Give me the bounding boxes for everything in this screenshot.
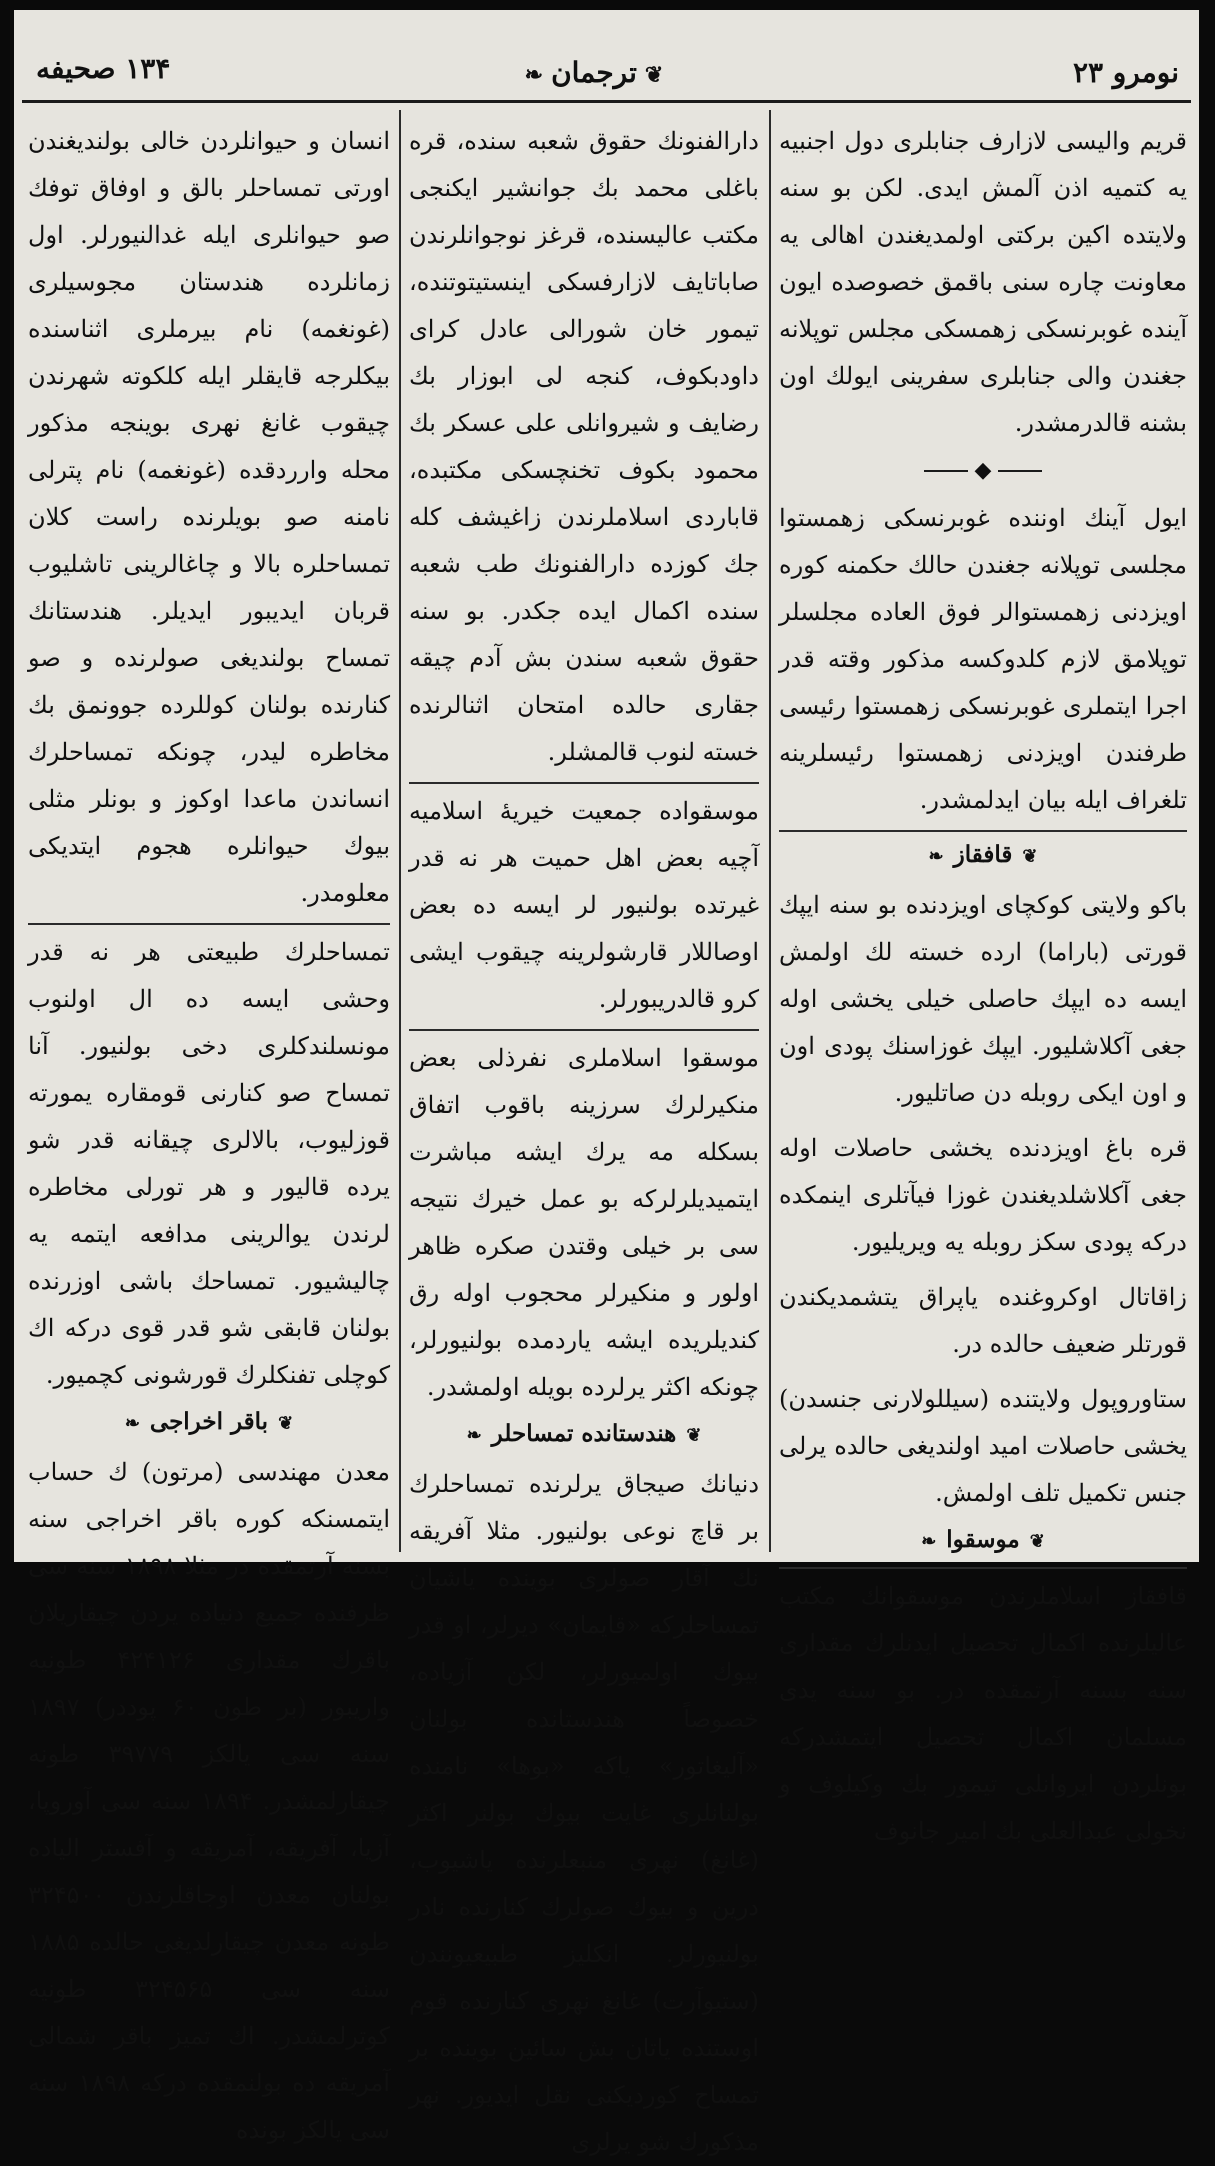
ornament-icon: ❧ xyxy=(466,1425,482,1446)
paragraph: زاقاتال اوکروغنده یاپراق یتشمدیکندن قورتلر ضعیف حالده در. xyxy=(779,1283,1187,1358)
column-divider xyxy=(769,110,771,1552)
ornament-icon: ❦ xyxy=(278,1413,294,1434)
paragraph: قریم والیسی لازارف جنابلری دول اجنبیه یه کتمیه اذن آلمش ایدی. لکن بو سنه ولایتده اکین برکتی اولمدیغندن اهالی یه معاونت چاره سنی باقمق خصوصده ایون آینده غوبرنسکی زهمسکی مجلس توپلانه جغندن والی جنابلری سفرینی ایولك اون بشنه قالدرمشدر. xyxy=(779,127,1187,437)
column-left xyxy=(28,118,390,2144)
paragraph: قافقاز اسلاملرندن موسقوانك مکتب عالیلرنده اکمال تحصیل ایدنلرك مقداری سنه بسنه آرتمقده در. بو سنه یدی مسلمان اکمال تحصیل ایتمشدرکه بونلردن ایروانلی تیمور بك وکیلوف و نخولی عبدالعلی بك امیر جانوف xyxy=(779,1582,1187,1845)
rule xyxy=(409,782,759,784)
paragraph: باکو ولایتی کوکچای اویزدنده بو سنه ایپك قورتی (باراما) ارده خسته لك اولمش ایسه ده ایپك حاصلی خیلی یخشی اوله جغی آکلاشلیور. ایپك غوزاسنك پودی اون و اون ایکی روبله دن صاتلیور. xyxy=(779,891,1187,1107)
paragraph: موسقواده جمعیت خیریهٔ اسلامیه آچیه بعض اهل حمیت هر نه قدر غیرتده بولنیور لر ایسه ده بعض اوصاللار قارشولرینه چیقوب ایشی کرو قالدریبورلر. xyxy=(409,797,759,1013)
paragraph: انسان و حیوانلردن خالی بولندیغندن اورتی تمساحلر بالق و اوفاق توفك صو حیوانلری ایله غدالنیورلر. اول زمانلرده هندستان مجوسیلری (غونغمه) نام بیرملری اثناسنده بیکلرجه قایقلر ایله کلکوته شهرندن چیقوب غانغ نهری بوینجه مذکور محله وارردقده (غونغمه) نام پترلی نامنه صو بویلرنده راست کلان تمساحلره بالا و چاغالرینی تاشلیوب قربان ایدیبور ایدیلر. هندستانك تمساح بولندیغی صولرنده و صو کنارنده بولنان کوللرده جوونمق بك مخاطره لیدر، چونکه تمساحلرك انساندن ماعدا اوکوز و بونلر مثلی بیوك حیوانلره هجوم ایتدیکی معلومدر. xyxy=(28,127,390,907)
paragraph: ایول آینك اوننده غوبرنسکی زهمستوا مجلسی توپلانه جغندن حالك حکمنه کوره اویزدنی زهمستوالر فوق العاده مجلسلر توپلامق لازم کلدوکسه مذکور وقته قدر اجرا ایتملری غوبرنسکی زهمستوا رئیسی طرفندن اویزدنی زهمستوا رئیسلرینه تلغراف ایله بیان ایدلمشدر. xyxy=(779,504,1187,814)
ornament-icon: ❧ xyxy=(124,1413,140,1434)
ornament-icon: ❧ xyxy=(928,846,944,867)
ornament-icon: ❦ xyxy=(686,1425,702,1446)
ornament-icon: ❦ xyxy=(1029,1531,1045,1552)
section-heading: ❦قافقاز❧ xyxy=(928,841,1038,868)
column-right xyxy=(779,118,1187,1845)
column-divider xyxy=(399,110,401,1552)
section-heading: ❦موسقوا❧ xyxy=(921,1526,1045,1553)
column-middle xyxy=(409,118,759,2156)
paragraph: قره باغ اویزدنده یخشی حاصلات اوله جغی آکلاشلدیغندن غوزا فیآتلری اینمکده درکه پودی سکز روبله یه ویریلیور. xyxy=(779,1134,1187,1256)
rule xyxy=(779,830,1187,832)
masthead xyxy=(494,56,694,89)
page-number: ۱۳۴ صحیفه xyxy=(36,52,171,85)
paragraph: دارالفنونك حقوق شعبه سنده، قره باغلی محمد بك جوانشیر ایکنجی مکتب عالیسنده، قرغز نوجوانلرندن صاباتایف لازارفسکی اینستیتوتنده، تیمور خان شورالی عادل کرای داودبکوف، کنجه لی ابوزار بك رضایف و شیروانلی علی عسکر بك محمود بکوف تخنچسکی مکتبده، قاباردی اسلاملرندن زاغیشف کله جك کوزده دارالفنونك طب شعبه سنده اکمال ایده جکدر. بو سنه حقوق شعبه سندن بش آدم چیقه جقاری حالده امتحان اثنالرنده خسته لنوب قالمشلر. xyxy=(409,127,759,766)
issue-number: نومرو ۲۳ xyxy=(1072,56,1179,89)
paragraph: تمساحلرك طبیعتی هر نه قدر وحشی ایسه ده ال اولنوب مونسلندکلری دخی بولنیور. آنا تمساح صو کنارنی قومقاره یمورته قوزلیوب، بالالری چیقانه قدر شو یرده قالیور و هر تورلی مخاطره لرندن یوالرینی مدافعه ایتمه یه چالیشیور. تمساحك باشی اوزرنده بولنان قابقی شو قدر قوی درکه اك کوچلی تفنکلرك قورشونی کچمیور. xyxy=(28,938,390,1389)
ornament-icon: ❦ xyxy=(1022,846,1038,867)
rule xyxy=(779,1567,1187,1569)
paragraph: معدن مهندسی (مرتون) ك حساب ایتمسنکه کوره باقر اخراجی سنه بسنه آرتمقده در مثلا ۱۸۹۸ سنه سی ظرفنده جمیع دنیاده یردن چیقاریلان باقرك مقداری ۴۲۴۱۲۶ طونیه واریبور (بر طون ۶۰ پوددر) ۱۸۹۷ سنه سی یالکز ۳۹۷۷۹ طونه چیقارلمشدر. ۱۸۹۴ سنه سی آوروپا، آزیا، آفریقه، آمریقه و آفستر الیاده بولنان معدن اوجاقلرندن ۳۲۴۵۰۰ طونه معدن چیقارلدیغی حالده ۱۸۸۵ سنه سی ۳۲۴۵۶۵ طونیه کوترلمشدر. اك تمیز باقر شمالی آمریقه ده بولنمقده درکه ۱۸۹۸ سنه سی یالکز بونده xyxy=(28,1458,390,2144)
section-divider: ◆ xyxy=(779,451,1187,491)
paragraph: دنیانك صیجاق یرلرنده تمساحلرك بر قاچ نوعی بولنیور. مثلا آفریقه نك آقار صولری بوینده یاشیان تمساحلرکه «قایمان» دیرلر، او قدر بیوك اولمیورلر، لکن آزیاده، خصوصاً هندستانده بولنان «آلیغاتور» یاکه «بوها» نامنده بولنانلری غایت بیوك بولنر اکثر (غانغ) نهری منبعلرنده یاشیوب، درین و بیوك صولرك کنارنده نادر بولنیورلر. انکلیز طبیعیونندن (ستیوآرت) غانغ نهری کنارنده قوم اوستنده یاتان بش سائین بوینده بر تمساح کوردیکنی نقل ایدیور. نهر مذکورك شو یرلری xyxy=(409,1470,759,2156)
paragraph: ستاوروپول ولایتنده (سیللولارنی جنسدن) یخشی حاصلات امید اولندیغی حالده یرلی جنس تکمیل تلف اولمش. xyxy=(779,1385,1187,1507)
newspaper-page xyxy=(14,10,1199,2156)
ornament-icon: ❧ xyxy=(921,1531,937,1552)
section-heading: ❦باقر اخراجی❧ xyxy=(124,1408,294,1435)
rule xyxy=(409,1029,759,1031)
newspaper-title: ترجمان xyxy=(551,56,637,89)
header-rule xyxy=(22,100,1191,103)
page-header xyxy=(14,38,1199,98)
rule xyxy=(28,923,390,925)
ornament-icon: ❦ xyxy=(644,61,664,88)
paragraph: موسقوا اسلاملری نفرذلی بعض منکیرلرك سرزینه باقوب اتفاق بسکله مه یرك ایشه مباشرت ایتمیدیلرلرکه بو عمل خیرك نتیجه سی بر خیلی وقتدن صکره ظاهر اولور و منکیرلر محجوب اوله رق کندیلریده ایشه یاردمده بولنیورلر، چونکه اکثر یرلرده بویله اولمشدر. xyxy=(409,1044,759,1401)
ornament-icon: ❧ xyxy=(524,61,544,88)
section-heading: ❦هندستانده تمساحلر❧ xyxy=(466,1420,702,1447)
